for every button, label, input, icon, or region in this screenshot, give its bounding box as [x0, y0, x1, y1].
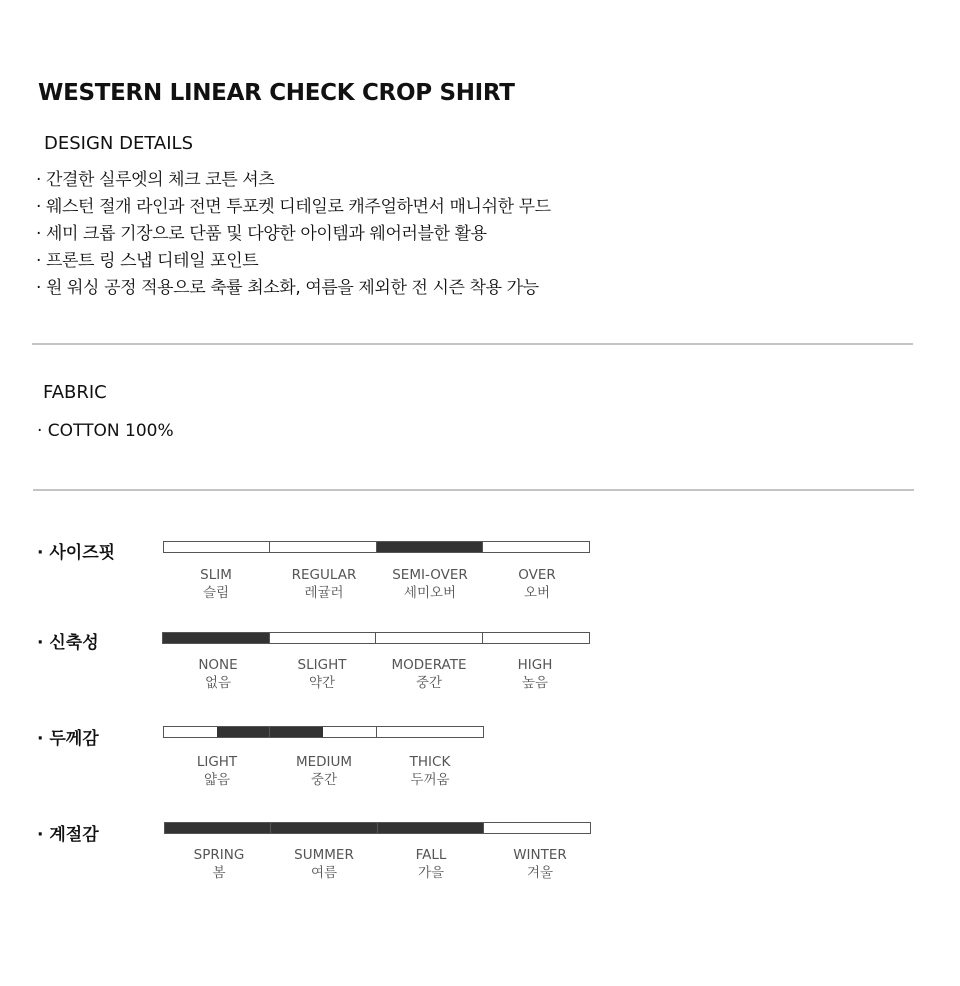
- design-detail-item: · 웨스턴 절개 라인과 전면 투포켓 디테일로 캐주얼하면서 매니쉬한 무드: [36, 197, 551, 217]
- season-segment-spring: [165, 823, 271, 833]
- option-en: REGULAR: [291, 567, 357, 583]
- option-en: WINTER: [513, 847, 567, 863]
- stretch-label: · 신축성: [37, 633, 99, 653]
- thickness-label: · 두께감: [37, 729, 99, 749]
- season-segment-fall: [378, 823, 484, 833]
- option-ko: 여름: [310, 865, 338, 881]
- fit-label: · 사이즈핏: [37, 543, 116, 563]
- option-en: SPRING: [193, 847, 245, 863]
- fit-option-regular: [264, 566, 384, 602]
- option-ko: 세미오버: [403, 585, 457, 601]
- season-scale-bar: [164, 822, 591, 834]
- season-option-fall: [371, 846, 491, 882]
- season-segment-summer: [271, 823, 377, 833]
- design-details-list: [36, 167, 551, 302]
- product-title: WESTERN LINEAR CHECK CROP SHIRT: [38, 80, 515, 106]
- fabric-composition: · COTTON 100%: [37, 421, 174, 441]
- season-option-spring: [159, 846, 279, 882]
- fabric-heading: FABRIC: [43, 382, 107, 403]
- fit-option-slim: [156, 566, 276, 602]
- stretch-option-slight: [262, 656, 382, 692]
- thickness-option-medium: [264, 753, 384, 789]
- option-ko: 중간: [310, 772, 338, 788]
- section-divider: [33, 489, 914, 491]
- fit-segment-slim: [164, 542, 270, 552]
- stretch-option-high: [475, 656, 595, 692]
- option-ko: 약간: [308, 675, 336, 691]
- season-segment-winter: [484, 823, 590, 833]
- option-ko: 슬림: [202, 585, 230, 601]
- section-divider: [32, 343, 913, 345]
- stretch-option-none: [158, 656, 278, 692]
- option-en: FALL: [415, 847, 447, 863]
- thickness-scale-bar: [163, 726, 484, 738]
- stretch-scale-bar: [162, 632, 590, 644]
- option-ko: 두꺼움: [410, 772, 450, 788]
- option-en: SLIGHT: [297, 657, 347, 673]
- design-detail-item: · 원 워싱 공정 적용으로 축률 최소화, 여름을 제외한 전 시즌 착용 가능: [36, 278, 539, 298]
- option-en: SEMI-OVER: [392, 567, 468, 583]
- season-label: · 계절감: [37, 825, 99, 845]
- option-en: HIGH: [517, 657, 553, 673]
- stretch-option-moderate: [369, 656, 489, 692]
- design-detail-item: · 프론트 링 스냅 디테일 포인트: [36, 251, 259, 271]
- stretch-segment-high: [483, 633, 590, 643]
- option-ko: 봄: [212, 865, 226, 881]
- thickness-option-light: [157, 753, 277, 789]
- fit-segment-regular: [270, 542, 376, 552]
- option-ko: 얇음: [203, 772, 231, 788]
- fit-segment-over: [483, 542, 589, 552]
- fit-option-over: [477, 566, 597, 602]
- design-detail-item: · 간결한 실루엣의 체크 코튼 셔츠: [36, 170, 275, 190]
- option-ko: 높음: [521, 675, 549, 691]
- fit-scale-bar: [163, 541, 590, 553]
- option-ko: 오버: [523, 585, 551, 601]
- thickness-segment-medium: [270, 727, 376, 737]
- option-en: MODERATE: [391, 657, 467, 673]
- season-option-winter: [480, 846, 600, 882]
- thickness-option-thick: [370, 753, 490, 789]
- thickness-segment-thick: [377, 727, 483, 737]
- option-ko: 가을: [417, 865, 445, 881]
- thickness-segment-light: [164, 727, 270, 737]
- option-ko: 겨울: [526, 865, 554, 881]
- option-en: SLIM: [200, 567, 232, 583]
- option-ko: 중간: [415, 675, 443, 691]
- option-ko: 없음: [204, 675, 232, 691]
- design-detail-item: · 세미 크롭 기장으로 단품 및 다양한 아이템과 웨어러블한 활용: [36, 224, 487, 244]
- stretch-segment-none: [163, 633, 270, 643]
- option-en: LIGHT: [196, 754, 238, 770]
- option-en: OVER: [518, 567, 556, 583]
- option-en: THICK: [409, 754, 451, 770]
- season-option-summer: [264, 846, 384, 882]
- stretch-segment-slight: [270, 633, 377, 643]
- option-en: SUMMER: [294, 847, 354, 863]
- design-details-heading: DESIGN DETAILS: [44, 133, 194, 154]
- fit-option-semi-over: [370, 566, 490, 602]
- fit-segment-semi-over: [377, 542, 483, 552]
- stretch-segment-moderate: [376, 633, 483, 643]
- option-en: MEDIUM: [295, 754, 353, 770]
- option-ko: 레귤러: [304, 585, 344, 601]
- option-en: NONE: [198, 657, 238, 673]
